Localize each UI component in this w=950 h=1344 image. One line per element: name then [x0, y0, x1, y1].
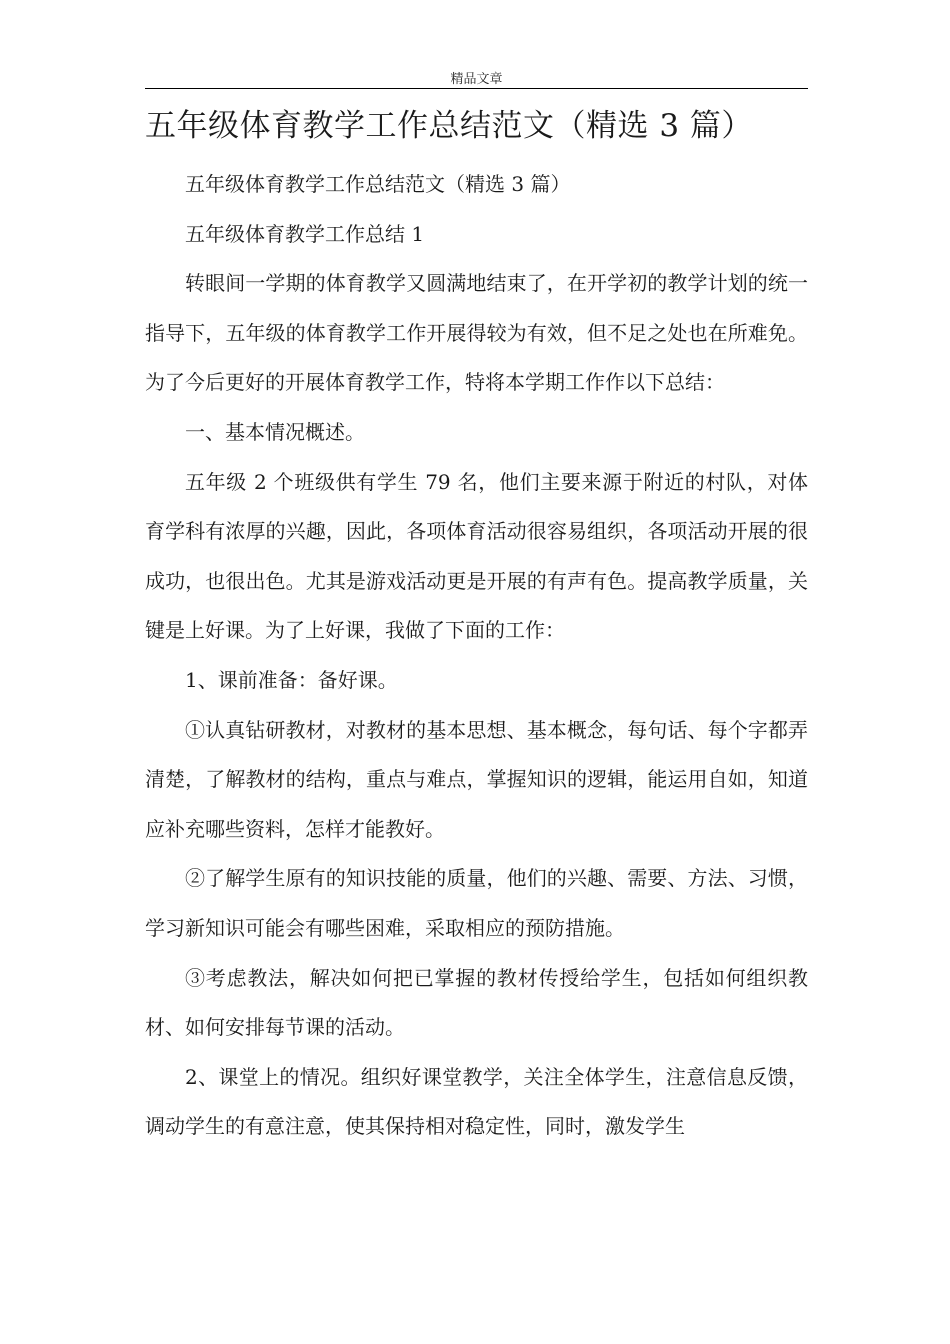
paragraph: 2、课堂上的情况。组织好课堂教学，关注全体学生，注意信息反馈，调动学生的有意注意，使其保持相对稳定性，同时，激发学生	[145, 1064, 808, 1139]
paragraph-section-heading: 五年级体育教学工作总结 1	[185, 221, 425, 246]
paragraph-heading: 一、基本情况概述。	[185, 419, 365, 444]
paragraph: ①认真钻研教材，对教材的基本思想、基本概念，每句话、每个字都弄清楚，了解教材的结构，重点与难点，掌握知识的逻辑，能运用自如，知道应补充哪些资料，怎样才能教好。	[145, 717, 808, 841]
document-body	[145, 160, 808, 1152]
paragraph: ②了解学生原有的知识技能的质量，他们的兴趣、需要、方法、习惯，学习新知识可能会有哪些困难，采取相应的预防措施。	[145, 866, 808, 940]
paragraph: ③考虑教法，解决如何把已掌握的教材传授给学生，包括如何组织教材、如何安排每节课的活动。	[145, 965, 808, 1040]
document-title: 五年级体育教学工作总结范文（精选 3 篇）	[145, 108, 753, 144]
running-header: 精品文章	[450, 72, 503, 87]
paragraph: 转眼间一学期的体育教学又圆满地结束了，在开学初的教学计划的统一指导下，五年级的体育教学工作开展得较为有效，但不足之处也在所难免。为了今后更好的开展体育教学工作，特将本学期工作作以下总结：	[145, 271, 808, 395]
paragraph-heading: 1、课前准备：备好课。	[185, 667, 398, 692]
paragraph-subtitle: 五年级体育教学工作总结范文（精选 3 篇）	[185, 172, 571, 196]
paragraph: 五年级 2 个班级供有学生 79 名，他们主要来源于附近的村队，对体育学科有浓厚的兴趣，因此，各项体育活动很容易组织，各项活动开展的很成功，也很出色。尤其是游戏活动更是开展的有声有色。提高教学质量，关键是上好课。为了上好课，我做了下面的工作：	[145, 469, 808, 643]
header-divider	[145, 88, 808, 89]
